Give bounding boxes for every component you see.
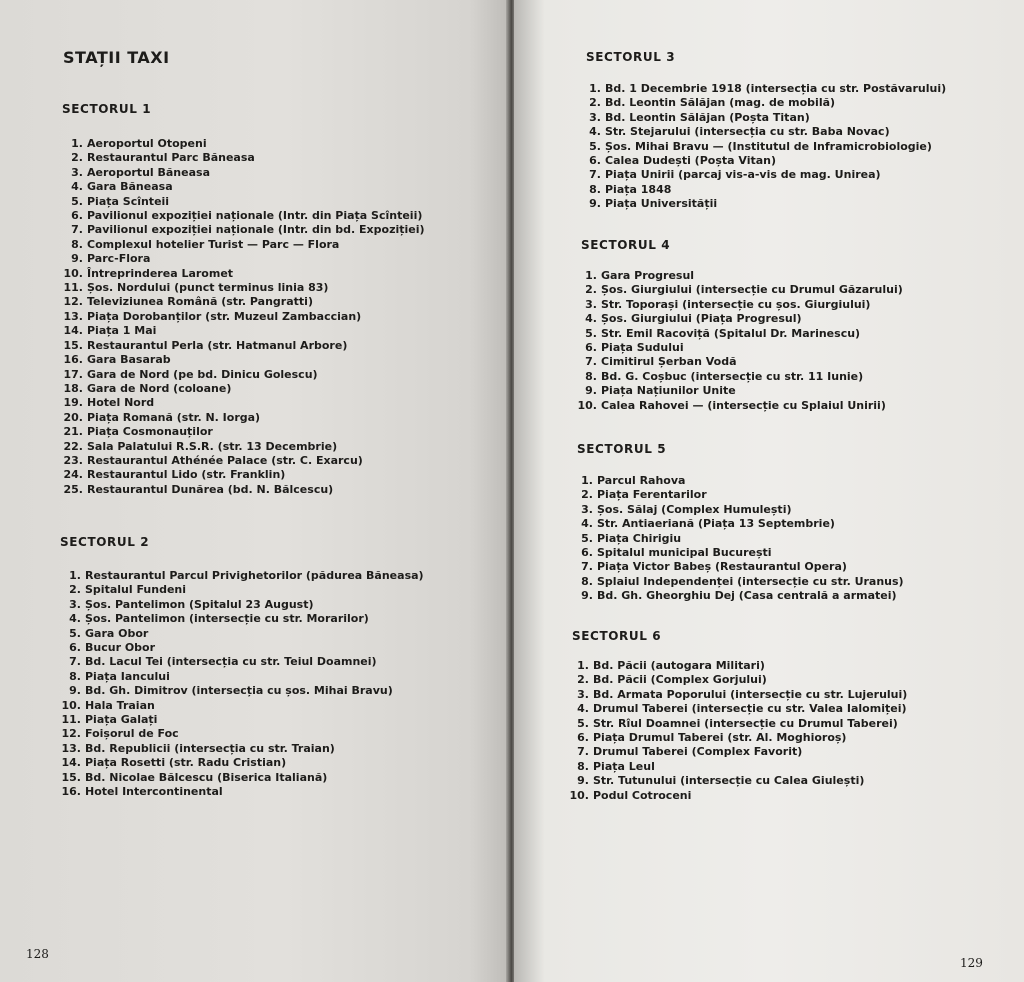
item-number: 9.: [69, 684, 81, 698]
list-sectorul-6: [568, 659, 907, 803]
item-number: 5.: [581, 531, 593, 545]
item-text: Calea Rahovei — (intersecție cu Splaiul Unirii): [601, 398, 886, 412]
item-number: 5.: [577, 716, 589, 730]
item-number: 18.: [63, 381, 83, 395]
item-number: 9.: [581, 589, 593, 603]
list-item: [580, 140, 946, 154]
item-text: Restaurantul Parcul Privighetorilor (pădurea Băneasa): [85, 569, 424, 582]
item-text: Piața Ferentarilor: [597, 488, 707, 502]
item-number: 25.: [63, 482, 83, 496]
list-item: [572, 503, 904, 517]
list-item: [580, 168, 946, 182]
item-number: 14.: [63, 324, 83, 338]
list-item: [60, 699, 424, 713]
list-item: [576, 269, 903, 283]
item-text: Bd. Republicii (intersecția cu str. Traian): [85, 741, 335, 755]
list-item: [572, 532, 904, 546]
list-item: [62, 238, 425, 252]
item-text: Piața 1 Mai: [87, 324, 157, 338]
item-number: 5.: [71, 194, 83, 208]
item-number: 3.: [71, 165, 83, 179]
item-text: Piața Unirii (parcaj vis-a-vis de mag. Unirea): [605, 168, 881, 182]
item-number: 12.: [63, 295, 83, 309]
item-number: 21.: [63, 425, 83, 439]
list-item: [62, 151, 425, 165]
item-text: Str. Rîul Doamnei (intersecție cu Drumul Taberei): [593, 716, 898, 730]
list-item: [60, 684, 424, 698]
list-item: [568, 760, 907, 774]
item-number: 10.: [63, 266, 83, 280]
item-number: 15.: [63, 338, 83, 352]
list-item: [60, 612, 424, 626]
list-item: [62, 195, 425, 209]
item-text: Bd. Gh. Dimitrov (intersecția cu șos. Mihai Bravu): [85, 684, 393, 698]
item-number: 9.: [577, 774, 589, 788]
list-item: [576, 327, 903, 341]
item-number: 3.: [69, 597, 81, 611]
heading-sectorul-3: SECTORUL 3: [586, 50, 676, 64]
item-text: Drumul Taberei (intersecție cu str. Valea Ialomiței): [593, 702, 907, 716]
item-text: Restaurantul Athénée Palace (str. C. Exarcu): [87, 453, 363, 467]
list-item: [60, 598, 424, 612]
list-item: [568, 702, 907, 716]
item-text: Gara de Nord (pe bd. Dinicu Golescu): [87, 367, 318, 381]
list-item: [572, 589, 904, 603]
item-text: Piața Drumul Taberei (str. Al. Moghioroș): [593, 731, 847, 745]
item-number: 3.: [589, 110, 601, 124]
item-number: 7.: [581, 560, 593, 574]
item-number: 9.: [589, 197, 601, 211]
item-text: Piața Scînteii: [87, 194, 170, 208]
item-number: 6.: [585, 341, 597, 355]
list-item: [576, 370, 903, 384]
list-item: [62, 382, 425, 396]
list-item: [60, 771, 424, 785]
item-number: 6.: [581, 546, 593, 560]
list-item: [60, 742, 424, 756]
list-item: [62, 440, 425, 454]
list-item: [62, 396, 425, 410]
item-number: 17.: [63, 367, 83, 381]
item-number: 10.: [577, 398, 597, 412]
list-item: [568, 745, 907, 759]
item-text: Șos. Pantelimon (intersecție cu str. Morarilor): [85, 612, 369, 626]
item-text: Parcul Rahova: [597, 474, 686, 487]
item-text: Foișorul de Foc: [85, 727, 179, 741]
item-text: Calea Dudești (Poșta Vitan): [605, 154, 777, 168]
item-text: Hotel Nord: [87, 396, 155, 410]
list-item: [62, 180, 425, 194]
list-item: [62, 209, 425, 223]
item-text: Gara de Nord (coloane): [87, 381, 232, 395]
item-text: Str. Emil Racoviță (Spitalul Dr. Marinescu): [601, 326, 861, 340]
list-item: [60, 756, 424, 770]
list-item: [62, 339, 425, 353]
item-number: 12.: [61, 727, 81, 741]
list-item: [580, 96, 946, 110]
item-text: Bd. 1 Decembrie 1918 (intersecția cu str. Postăvarului): [605, 82, 947, 95]
item-number: 5.: [585, 326, 597, 340]
list-item: [576, 341, 903, 355]
item-number: 5.: [69, 626, 81, 640]
item-text: Str. Antiaeriană (Piața 13 Septembrie): [597, 517, 835, 531]
item-number: 14.: [61, 756, 81, 770]
item-text: Gara Obor: [85, 626, 149, 640]
list-item: [572, 488, 904, 502]
item-text: Gara Progresul: [601, 269, 695, 282]
item-number: 6.: [589, 154, 601, 168]
list-item: [568, 659, 907, 673]
page-number-right: 129: [960, 956, 983, 970]
item-text: Șos. Mihai Bravu — (Institutul de Inframicrobiologie): [605, 139, 932, 153]
list-sectorul-4: [576, 269, 903, 413]
item-text: Bd. Leontin Sălăjan (Poșta Titan): [605, 110, 810, 124]
item-number: 8.: [69, 669, 81, 683]
item-number: 1.: [71, 137, 83, 150]
list-item: [568, 688, 907, 702]
item-number: 8.: [577, 759, 589, 773]
list-item: [576, 355, 903, 369]
heading-sectorul-6: SECTORUL 6: [572, 629, 662, 643]
item-text: Parc-Flora: [87, 252, 151, 266]
item-text: Piața Romană (str. N. Iorga): [87, 410, 261, 424]
item-text: Bd. Armata Poporului (intersecție cu str. Lujerului): [593, 687, 908, 701]
item-number: 10.: [569, 788, 589, 802]
list-item: [568, 731, 907, 745]
item-number: 2.: [69, 583, 81, 597]
item-number: 23.: [63, 453, 83, 467]
heading-sectorul-5: SECTORUL 5: [577, 442, 667, 456]
list-item: [576, 399, 903, 413]
list-item: [60, 713, 424, 727]
list-item: [60, 583, 424, 597]
item-number: 15.: [61, 770, 81, 784]
list-item: [568, 717, 907, 731]
item-text: Bd. G. Coșbuc (intersecție cu str. 11 Iunie): [601, 369, 864, 383]
item-number: 13.: [61, 741, 81, 755]
list-item: [62, 267, 425, 281]
right-page: [514, 0, 1024, 982]
list-item: [576, 384, 903, 398]
item-text: Restaurantul Perla (str. Hatmanul Arbore): [87, 338, 348, 352]
item-text: Piața Iancului: [85, 669, 170, 683]
item-number: 8.: [581, 574, 593, 588]
list-item: [62, 324, 425, 338]
list-item: [62, 483, 425, 497]
item-number: 2.: [581, 488, 593, 502]
item-text: Șos. Giurgiului (Piața Progresul): [601, 312, 802, 326]
list-item: [60, 727, 424, 741]
item-number: 2.: [585, 283, 597, 297]
item-text: Piața Leul: [593, 759, 655, 773]
list-item: [580, 183, 946, 197]
list-item: [60, 670, 424, 684]
item-number: 11.: [63, 281, 83, 295]
item-text: Șos. Pantelimon (Spitalul 23 August): [85, 597, 314, 611]
item-number: 8.: [71, 237, 83, 251]
list-item: [580, 111, 946, 125]
item-text: Gara Băneasa: [87, 180, 173, 194]
list-item: [60, 627, 424, 641]
list-item: [62, 137, 425, 151]
item-number: 8.: [585, 369, 597, 383]
list-item: [62, 223, 425, 237]
list-item: [580, 154, 946, 168]
item-number: 3.: [585, 297, 597, 311]
item-text: Splaiul Independenței (intersecție cu str. Uranus): [597, 574, 904, 588]
heading-sectorul-4: SECTORUL 4: [581, 238, 671, 252]
list-item: [572, 575, 904, 589]
item-text: Podul Cotroceni: [593, 788, 692, 802]
item-number: 2.: [577, 673, 589, 687]
page-number-left: 128: [26, 947, 49, 961]
item-text: Șos. Nordului (punct terminus linia 83): [87, 281, 329, 295]
item-text: Bd. Nicolae Bălcescu (Biserica Italiană): [85, 770, 328, 784]
list-sectorul-3: [580, 82, 946, 212]
item-number: 1.: [585, 269, 597, 282]
item-text: Piața Chirigiu: [597, 531, 682, 545]
item-text: Aeroportul Otopeni: [87, 137, 207, 150]
list-item: [60, 569, 424, 583]
item-text: Hotel Intercontinental: [85, 785, 223, 799]
item-number: 4.: [585, 312, 597, 326]
item-text: Hala Traian: [85, 698, 155, 712]
item-text: Televiziunea Română (str. Pangratti): [87, 295, 313, 309]
item-number: 11.: [61, 713, 81, 727]
list-item: [62, 353, 425, 367]
list-item: [62, 310, 425, 324]
item-text: Spitalul Fundeni: [85, 583, 187, 597]
list-item: [62, 425, 425, 439]
item-number: 2.: [71, 151, 83, 165]
list-item: [576, 312, 903, 326]
item-number: 22.: [63, 439, 83, 453]
list-item: [62, 454, 425, 468]
item-text: Restaurantul Parc Băneasa: [87, 151, 255, 165]
list-item: [572, 546, 904, 560]
item-number: 3.: [577, 687, 589, 701]
item-text: Piața Galați: [85, 713, 158, 727]
item-number: 7.: [589, 168, 601, 182]
item-number: 6.: [69, 641, 81, 655]
list-item: [60, 641, 424, 655]
item-text: Restaurantul Dunărea (bd. N. Bălcescu): [87, 482, 334, 496]
item-text: Piața Dorobanților (str. Muzeul Zambaccian): [87, 309, 362, 323]
heading-sectorul-1: SECTORUL 1: [62, 102, 152, 116]
item-number: 3.: [581, 502, 593, 516]
item-text: Șos. Sălaj (Complex Humulești): [597, 502, 792, 516]
item-number: 9.: [71, 252, 83, 266]
list-item: [572, 517, 904, 531]
item-text: Str. Tutunului (intersecție cu Calea Giulești): [593, 774, 865, 788]
item-text: Piața Cosmonauților: [87, 425, 213, 439]
item-text: Bucur Obor: [85, 641, 156, 655]
list-item: [62, 281, 425, 295]
list-item: [568, 673, 907, 687]
list-sectorul-2: [60, 569, 424, 800]
list-sectorul-5: [572, 474, 904, 604]
item-number: 1.: [589, 82, 601, 95]
list-item: [572, 560, 904, 574]
item-text: Str. Toporași (intersecție cu șos. Giurgiului): [601, 297, 871, 311]
left-page: [0, 0, 510, 982]
item-number: 7.: [585, 355, 597, 369]
item-number: 8.: [589, 182, 601, 196]
item-text: Restaurantul Lido (str. Franklin): [87, 468, 286, 482]
list-item: [62, 252, 425, 266]
item-number: 1.: [581, 474, 593, 487]
item-number: 4.: [71, 180, 83, 194]
item-number: 4.: [589, 125, 601, 139]
item-number: 10.: [61, 698, 81, 712]
item-text: Spitalul municipal București: [597, 546, 772, 560]
item-text: Bd. Păcii (autogara Militari): [593, 659, 765, 672]
list-item: [568, 789, 907, 803]
item-number: 2.: [589, 96, 601, 110]
item-number: 16.: [63, 353, 83, 367]
item-text: Pavilionul expoziției naționale (Intr. din Piața Scînteii): [87, 209, 423, 223]
list-item: [62, 411, 425, 425]
item-text: Bd. Lacul Tei (intersecția cu str. Teiul Doamnei): [85, 655, 377, 669]
item-text: Sala Palatului R.S.R. (str. 13 Decembrie): [87, 439, 338, 453]
item-text: Piața Victor Babeș (Restaurantul Opera): [597, 560, 847, 574]
page-title: STAȚII TAXI: [63, 48, 170, 67]
item-number: 19.: [63, 396, 83, 410]
item-text: Aeroportul Băneasa: [87, 165, 210, 179]
item-number: 16.: [61, 785, 81, 799]
item-text: Pavilionul expoziției naționale (Intr. din bd. Expoziției): [87, 223, 425, 237]
item-text: Drumul Taberei (Complex Favorit): [593, 745, 803, 759]
item-number: 4.: [581, 517, 593, 531]
item-text: Bd. Păcii (Complex Gorjului): [593, 673, 767, 687]
list-item: [572, 474, 904, 488]
item-text: Șos. Giurgiului (intersecție cu Drumul Găzarului): [601, 283, 903, 297]
item-text: Cimitirul Șerban Vodă: [601, 355, 737, 369]
item-number: 1.: [577, 659, 589, 672]
item-text: Bd. Leontin Sălăjan (mag. de mobilă): [605, 96, 836, 110]
item-number: 6.: [577, 731, 589, 745]
item-number: 4.: [69, 612, 81, 626]
list-item: [580, 82, 946, 96]
list-item: [576, 298, 903, 312]
item-text: Str. Stejarului (intersecția cu str. Baba Novac): [605, 125, 890, 139]
item-number: 7.: [71, 223, 83, 237]
list-item: [62, 368, 425, 382]
list-item: [580, 197, 946, 211]
item-number: 9.: [585, 384, 597, 398]
item-text: Piața Rosetti (str. Radu Cristian): [85, 756, 287, 770]
item-text: Piața 1848: [605, 182, 672, 196]
list-item: [62, 295, 425, 309]
item-text: Complexul hotelier Turist — Parc — Flora: [87, 237, 340, 251]
item-number: 7.: [577, 745, 589, 759]
item-number: 5.: [589, 139, 601, 153]
item-text: Întreprinderea Laromet: [87, 266, 234, 280]
item-number: 4.: [577, 702, 589, 716]
list-item: [60, 655, 424, 669]
heading-sectorul-2: SECTORUL 2: [60, 535, 150, 549]
item-number: 1.: [69, 569, 81, 582]
list-item: [62, 468, 425, 482]
item-text: Piața Universității: [605, 197, 718, 211]
item-text: Piața Sudului: [601, 341, 684, 355]
list-item: [62, 166, 425, 180]
item-text: Piața Națiunilor Unite: [601, 384, 736, 398]
list-item: [60, 785, 424, 799]
item-number: 6.: [71, 209, 83, 223]
list-item: [580, 125, 946, 139]
item-text: Gara Basarab: [87, 353, 171, 367]
item-number: 13.: [63, 309, 83, 323]
list-item: [568, 774, 907, 788]
list-sectorul-1: [62, 137, 425, 497]
item-number: 20.: [63, 410, 83, 424]
item-text: Bd. Gh. Gheorghiu Dej (Casa centrală a armatei): [597, 589, 897, 603]
item-number: 24.: [63, 468, 83, 482]
item-number: 7.: [69, 655, 81, 669]
list-item: [576, 283, 903, 297]
